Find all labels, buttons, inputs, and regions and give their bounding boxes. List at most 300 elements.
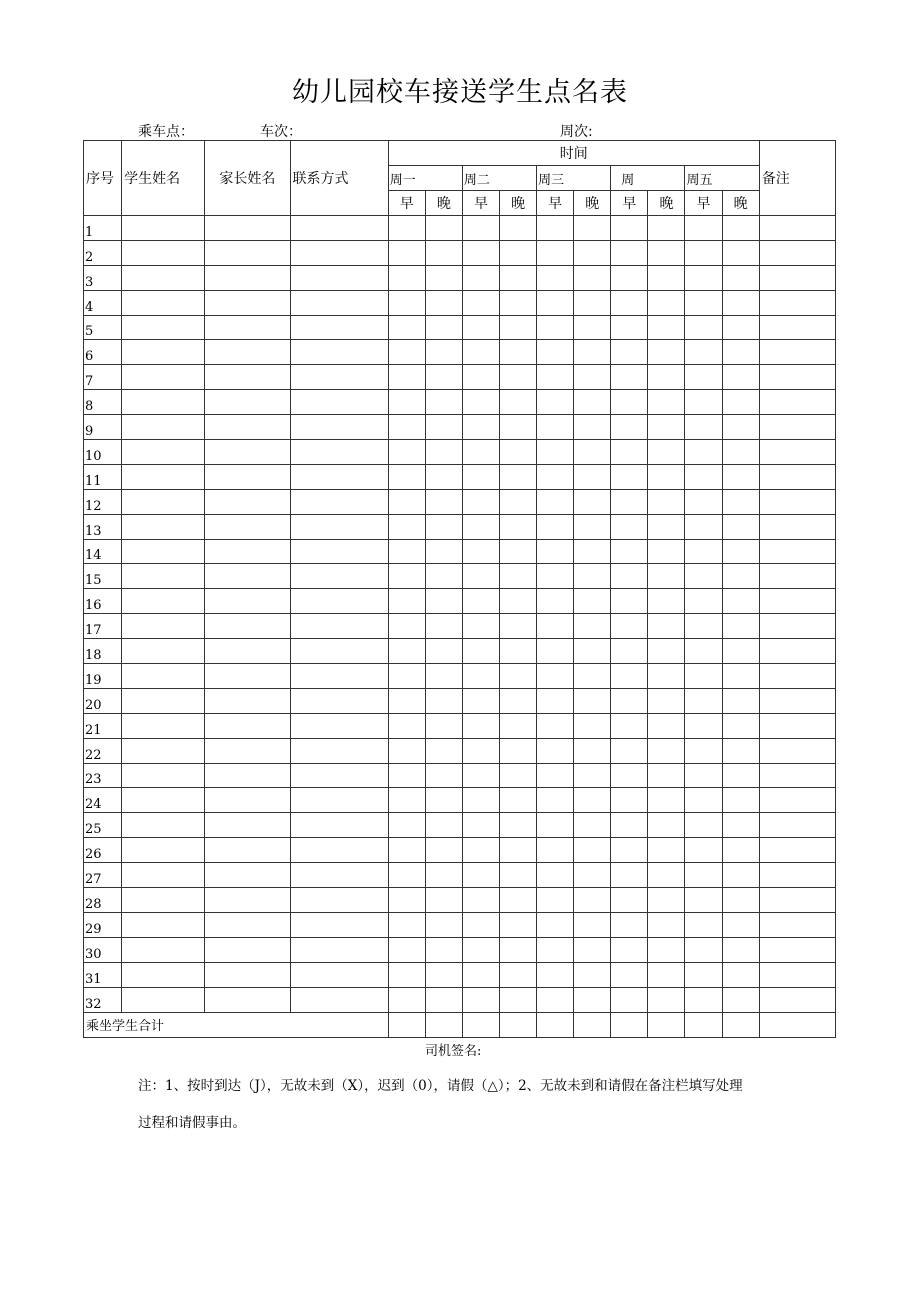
entry-cell[interactable]: [759, 863, 835, 888]
entry-cell[interactable]: [122, 464, 205, 489]
entry-cell[interactable]: [425, 713, 462, 738]
entry-cell[interactable]: [685, 290, 722, 315]
entry-cell[interactable]: [388, 464, 425, 489]
entry-cell[interactable]: [388, 539, 425, 564]
entry-cell[interactable]: [500, 863, 537, 888]
entry-cell[interactable]: [537, 265, 574, 290]
entry-cell[interactable]: [685, 664, 722, 689]
entry-cell[interactable]: [685, 614, 722, 639]
entry-cell[interactable]: [388, 340, 425, 365]
entry-cell[interactable]: [500, 639, 537, 664]
total-cell[interactable]: [611, 1012, 648, 1037]
total-cell[interactable]: [425, 1012, 462, 1037]
entry-cell[interactable]: [611, 514, 648, 539]
entry-cell[interactable]: [611, 415, 648, 440]
entry-cell[interactable]: [205, 390, 290, 415]
entry-cell[interactable]: [685, 440, 722, 465]
entry-cell[interactable]: [122, 340, 205, 365]
entry-cell[interactable]: [500, 962, 537, 987]
entry-cell[interactable]: [685, 962, 722, 987]
entry-cell[interactable]: [205, 813, 290, 838]
entry-cell[interactable]: [205, 290, 290, 315]
entry-cell[interactable]: [648, 664, 685, 689]
entry-cell[interactable]: [122, 365, 205, 390]
entry-cell[interactable]: [537, 489, 574, 514]
entry-cell[interactable]: [648, 265, 685, 290]
entry-cell[interactable]: [425, 614, 462, 639]
entry-cell[interactable]: [537, 440, 574, 465]
entry-cell[interactable]: [500, 888, 537, 913]
entry-cell[interactable]: [425, 514, 462, 539]
entry-cell[interactable]: [290, 315, 388, 340]
entry-cell[interactable]: [648, 838, 685, 863]
entry-cell[interactable]: [205, 788, 290, 813]
entry-cell[interactable]: [500, 688, 537, 713]
entry-cell[interactable]: [500, 614, 537, 639]
entry-cell[interactable]: [685, 240, 722, 265]
entry-cell[interactable]: [290, 440, 388, 465]
entry-cell[interactable]: [388, 589, 425, 614]
entry-cell[interactable]: [759, 390, 835, 415]
entry-cell[interactable]: [574, 290, 611, 315]
entry-cell[interactable]: [685, 365, 722, 390]
entry-cell[interactable]: [205, 564, 290, 589]
entry-cell[interactable]: [722, 688, 759, 713]
entry-cell[interactable]: [685, 489, 722, 514]
entry-cell[interactable]: [759, 664, 835, 689]
entry-cell[interactable]: [574, 987, 611, 1012]
entry-cell[interactable]: [722, 440, 759, 465]
entry-cell[interactable]: [685, 265, 722, 290]
entry-cell[interactable]: [574, 440, 611, 465]
entry-cell[interactable]: [611, 440, 648, 465]
entry-cell[interactable]: [388, 888, 425, 913]
entry-cell[interactable]: [759, 688, 835, 713]
entry-cell[interactable]: [388, 962, 425, 987]
entry-cell[interactable]: [388, 390, 425, 415]
entry-cell[interactable]: [574, 688, 611, 713]
entry-cell[interactable]: [205, 738, 290, 763]
entry-cell[interactable]: [462, 713, 499, 738]
entry-cell[interactable]: [462, 415, 499, 440]
entry-cell[interactable]: [537, 962, 574, 987]
entry-cell[interactable]: [648, 713, 685, 738]
entry-cell[interactable]: [388, 788, 425, 813]
entry-cell[interactable]: [500, 315, 537, 340]
total-cell[interactable]: [722, 1012, 759, 1037]
entry-cell[interactable]: [722, 390, 759, 415]
entry-cell[interactable]: [722, 489, 759, 514]
entry-cell[interactable]: [685, 888, 722, 913]
entry-cell[interactable]: [648, 763, 685, 788]
entry-cell[interactable]: [759, 464, 835, 489]
entry-cell[interactable]: [290, 589, 388, 614]
entry-cell[interactable]: [759, 788, 835, 813]
entry-cell[interactable]: [685, 813, 722, 838]
entry-cell[interactable]: [611, 589, 648, 614]
entry-cell[interactable]: [611, 937, 648, 962]
entry-cell[interactable]: [759, 813, 835, 838]
entry-cell[interactable]: [500, 763, 537, 788]
entry-cell[interactable]: [462, 813, 499, 838]
entry-cell[interactable]: [574, 365, 611, 390]
entry-cell[interactable]: [537, 514, 574, 539]
entry-cell[interactable]: [574, 265, 611, 290]
entry-cell[interactable]: [122, 788, 205, 813]
entry-cell[interactable]: [290, 216, 388, 241]
entry-cell[interactable]: [722, 614, 759, 639]
entry-cell[interactable]: [500, 340, 537, 365]
entry-cell[interactable]: [537, 464, 574, 489]
entry-cell[interactable]: [388, 290, 425, 315]
entry-cell[interactable]: [462, 738, 499, 763]
entry-cell[interactable]: [685, 514, 722, 539]
entry-cell[interactable]: [500, 788, 537, 813]
entry-cell[interactable]: [425, 664, 462, 689]
entry-cell[interactable]: [462, 639, 499, 664]
entry-cell[interactable]: [537, 763, 574, 788]
entry-cell[interactable]: [388, 564, 425, 589]
entry-cell[interactable]: [290, 788, 388, 813]
entry-cell[interactable]: [722, 539, 759, 564]
entry-cell[interactable]: [425, 265, 462, 290]
entry-cell[interactable]: [685, 315, 722, 340]
entry-cell[interactable]: [648, 688, 685, 713]
entry-cell[interactable]: [205, 614, 290, 639]
entry-cell[interactable]: [462, 340, 499, 365]
entry-cell[interactable]: [537, 987, 574, 1012]
entry-cell[interactable]: [500, 440, 537, 465]
entry-cell[interactable]: [388, 639, 425, 664]
entry-cell[interactable]: [425, 240, 462, 265]
entry-cell[interactable]: [648, 365, 685, 390]
entry-cell[interactable]: [425, 987, 462, 1012]
entry-cell[interactable]: [574, 315, 611, 340]
entry-cell[interactable]: [388, 614, 425, 639]
entry-cell[interactable]: [574, 664, 611, 689]
entry-cell[interactable]: [388, 688, 425, 713]
entry-cell[interactable]: [425, 489, 462, 514]
entry-cell[interactable]: [425, 813, 462, 838]
entry-cell[interactable]: [205, 514, 290, 539]
entry-cell[interactable]: [122, 962, 205, 987]
entry-cell[interactable]: [574, 763, 611, 788]
entry-cell[interactable]: [537, 390, 574, 415]
entry-cell[interactable]: [462, 315, 499, 340]
entry-cell[interactable]: [122, 763, 205, 788]
entry-cell[interactable]: [537, 240, 574, 265]
entry-cell[interactable]: [122, 290, 205, 315]
entry-cell[interactable]: [722, 639, 759, 664]
entry-cell[interactable]: [648, 987, 685, 1012]
entry-cell[interactable]: [425, 564, 462, 589]
entry-cell[interactable]: [685, 464, 722, 489]
entry-cell[interactable]: [574, 888, 611, 913]
entry-cell[interactable]: [462, 514, 499, 539]
entry-cell[interactable]: [425, 216, 462, 241]
entry-cell[interactable]: [290, 614, 388, 639]
entry-cell[interactable]: [722, 464, 759, 489]
entry-cell[interactable]: [648, 440, 685, 465]
entry-cell[interactable]: [425, 863, 462, 888]
entry-cell[interactable]: [290, 738, 388, 763]
entry-cell[interactable]: [290, 813, 388, 838]
entry-cell[interactable]: [537, 937, 574, 962]
entry-cell[interactable]: [500, 564, 537, 589]
entry-cell[interactable]: [388, 489, 425, 514]
entry-cell[interactable]: [425, 763, 462, 788]
entry-cell[interactable]: [574, 240, 611, 265]
entry-cell[interactable]: [500, 539, 537, 564]
entry-cell[interactable]: [122, 489, 205, 514]
entry-cell[interactable]: [759, 912, 835, 937]
entry-cell[interactable]: [290, 664, 388, 689]
entry-cell[interactable]: [122, 639, 205, 664]
entry-cell[interactable]: [722, 912, 759, 937]
entry-cell[interactable]: [425, 688, 462, 713]
entry-cell[interactable]: [290, 564, 388, 589]
entry-cell[interactable]: [648, 464, 685, 489]
entry-cell[interactable]: [425, 464, 462, 489]
entry-cell[interactable]: [388, 440, 425, 465]
entry-cell[interactable]: [500, 912, 537, 937]
entry-cell[interactable]: [648, 614, 685, 639]
entry-cell[interactable]: [122, 713, 205, 738]
entry-cell[interactable]: [290, 489, 388, 514]
entry-cell[interactable]: [537, 315, 574, 340]
entry-cell[interactable]: [648, 290, 685, 315]
entry-cell[interactable]: [759, 216, 835, 241]
entry-cell[interactable]: [722, 763, 759, 788]
entry-cell[interactable]: [722, 838, 759, 863]
entry-cell[interactable]: [611, 265, 648, 290]
entry-cell[interactable]: [537, 863, 574, 888]
entry-cell[interactable]: [122, 838, 205, 863]
entry-cell[interactable]: [462, 464, 499, 489]
entry-cell[interactable]: [205, 589, 290, 614]
entry-cell[interactable]: [462, 937, 499, 962]
entry-cell[interactable]: [462, 216, 499, 241]
entry-cell[interactable]: [462, 240, 499, 265]
entry-cell[interactable]: [205, 912, 290, 937]
entry-cell[interactable]: [759, 415, 835, 440]
entry-cell[interactable]: [722, 514, 759, 539]
entry-cell[interactable]: [122, 265, 205, 290]
entry-cell[interactable]: [537, 290, 574, 315]
entry-cell[interactable]: [462, 863, 499, 888]
entry-cell[interactable]: [611, 489, 648, 514]
entry-cell[interactable]: [685, 216, 722, 241]
entry-cell[interactable]: [722, 863, 759, 888]
entry-cell[interactable]: [648, 912, 685, 937]
entry-cell[interactable]: [500, 290, 537, 315]
entry-cell[interactable]: [122, 589, 205, 614]
entry-cell[interactable]: [290, 688, 388, 713]
entry-cell[interactable]: [425, 415, 462, 440]
entry-cell[interactable]: [122, 987, 205, 1012]
entry-cell[interactable]: [500, 937, 537, 962]
entry-cell[interactable]: [205, 415, 290, 440]
entry-cell[interactable]: [685, 763, 722, 788]
entry-cell[interactable]: [685, 589, 722, 614]
entry-cell[interactable]: [462, 564, 499, 589]
entry-cell[interactable]: [759, 514, 835, 539]
entry-cell[interactable]: [648, 863, 685, 888]
entry-cell[interactable]: [500, 415, 537, 440]
entry-cell[interactable]: [685, 390, 722, 415]
entry-cell[interactable]: [537, 365, 574, 390]
entry-cell[interactable]: [388, 265, 425, 290]
entry-cell[interactable]: [759, 738, 835, 763]
entry-cell[interactable]: [388, 240, 425, 265]
entry-cell[interactable]: [462, 539, 499, 564]
entry-cell[interactable]: [537, 415, 574, 440]
entry-cell[interactable]: [685, 738, 722, 763]
entry-cell[interactable]: [425, 290, 462, 315]
entry-cell[interactable]: [122, 216, 205, 241]
entry-cell[interactable]: [722, 315, 759, 340]
entry-cell[interactable]: [574, 415, 611, 440]
entry-cell[interactable]: [574, 863, 611, 888]
entry-cell[interactable]: [537, 614, 574, 639]
entry-cell[interactable]: [205, 763, 290, 788]
entry-cell[interactable]: [759, 639, 835, 664]
entry-cell[interactable]: [500, 813, 537, 838]
entry-cell[interactable]: [648, 415, 685, 440]
entry-cell[interactable]: [574, 639, 611, 664]
entry-cell[interactable]: [388, 937, 425, 962]
entry-cell[interactable]: [648, 937, 685, 962]
entry-cell[interactable]: [685, 639, 722, 664]
entry-cell[interactable]: [462, 440, 499, 465]
entry-cell[interactable]: [574, 713, 611, 738]
entry-cell[interactable]: [722, 888, 759, 913]
entry-cell[interactable]: [722, 738, 759, 763]
entry-cell[interactable]: [648, 639, 685, 664]
entry-cell[interactable]: [500, 514, 537, 539]
entry-cell[interactable]: [648, 888, 685, 913]
entry-cell[interactable]: [290, 365, 388, 390]
entry-cell[interactable]: [122, 813, 205, 838]
entry-cell[interactable]: [574, 464, 611, 489]
entry-cell[interactable]: [722, 664, 759, 689]
entry-cell[interactable]: [290, 539, 388, 564]
entry-cell[interactable]: [500, 265, 537, 290]
entry-cell[interactable]: [685, 912, 722, 937]
entry-cell[interactable]: [500, 365, 537, 390]
entry-cell[interactable]: [722, 589, 759, 614]
entry-cell[interactable]: [122, 415, 205, 440]
entry-cell[interactable]: [648, 216, 685, 241]
entry-cell[interactable]: [611, 216, 648, 241]
entry-cell[interactable]: [648, 564, 685, 589]
entry-cell[interactable]: [205, 464, 290, 489]
entry-cell[interactable]: [537, 838, 574, 863]
entry-cell[interactable]: [462, 912, 499, 937]
entry-cell[interactable]: [425, 838, 462, 863]
entry-cell[interactable]: [537, 813, 574, 838]
entry-cell[interactable]: [205, 888, 290, 913]
entry-cell[interactable]: [500, 390, 537, 415]
entry-cell[interactable]: [500, 589, 537, 614]
entry-cell[interactable]: [205, 713, 290, 738]
entry-cell[interactable]: [205, 315, 290, 340]
entry-cell[interactable]: [290, 415, 388, 440]
entry-cell[interactable]: [648, 813, 685, 838]
entry-cell[interactable]: [290, 265, 388, 290]
total-cell[interactable]: [759, 1012, 835, 1037]
entry-cell[interactable]: [290, 240, 388, 265]
entry-cell[interactable]: [290, 390, 388, 415]
entry-cell[interactable]: [611, 464, 648, 489]
entry-cell[interactable]: [611, 888, 648, 913]
entry-cell[interactable]: [537, 539, 574, 564]
entry-cell[interactable]: [759, 888, 835, 913]
entry-cell[interactable]: [722, 788, 759, 813]
entry-cell[interactable]: [611, 390, 648, 415]
entry-cell[interactable]: [685, 838, 722, 863]
entry-cell[interactable]: [611, 290, 648, 315]
entry-cell[interactable]: [462, 688, 499, 713]
entry-cell[interactable]: [290, 290, 388, 315]
entry-cell[interactable]: [290, 937, 388, 962]
entry-cell[interactable]: [462, 265, 499, 290]
entry-cell[interactable]: [685, 987, 722, 1012]
entry-cell[interactable]: [425, 390, 462, 415]
entry-cell[interactable]: [574, 838, 611, 863]
entry-cell[interactable]: [205, 962, 290, 987]
entry-cell[interactable]: [462, 589, 499, 614]
entry-cell[interactable]: [500, 489, 537, 514]
entry-cell[interactable]: [648, 489, 685, 514]
entry-cell[interactable]: [425, 937, 462, 962]
entry-cell[interactable]: [388, 713, 425, 738]
entry-cell[interactable]: [462, 664, 499, 689]
entry-cell[interactable]: [425, 315, 462, 340]
entry-cell[interactable]: [648, 390, 685, 415]
entry-cell[interactable]: [722, 813, 759, 838]
entry-cell[interactable]: [388, 315, 425, 340]
entry-cell[interactable]: [574, 216, 611, 241]
entry-cell[interactable]: [205, 688, 290, 713]
entry-cell[interactable]: [574, 340, 611, 365]
entry-cell[interactable]: [122, 240, 205, 265]
entry-cell[interactable]: [759, 340, 835, 365]
entry-cell[interactable]: [574, 788, 611, 813]
entry-cell[interactable]: [462, 788, 499, 813]
entry-cell[interactable]: [205, 365, 290, 390]
entry-cell[interactable]: [205, 440, 290, 465]
entry-cell[interactable]: [537, 564, 574, 589]
entry-cell[interactable]: [537, 738, 574, 763]
entry-cell[interactable]: [648, 315, 685, 340]
entry-cell[interactable]: [462, 290, 499, 315]
entry-cell[interactable]: [759, 614, 835, 639]
entry-cell[interactable]: [648, 340, 685, 365]
entry-cell[interactable]: [425, 962, 462, 987]
entry-cell[interactable]: [537, 664, 574, 689]
entry-cell[interactable]: [388, 216, 425, 241]
entry-cell[interactable]: [462, 614, 499, 639]
entry-cell[interactable]: [205, 265, 290, 290]
entry-cell[interactable]: [759, 838, 835, 863]
entry-cell[interactable]: [122, 688, 205, 713]
entry-cell[interactable]: [500, 713, 537, 738]
entry-cell[interactable]: [122, 514, 205, 539]
entry-cell[interactable]: [611, 987, 648, 1012]
total-cell[interactable]: [574, 1012, 611, 1037]
entry-cell[interactable]: [722, 265, 759, 290]
